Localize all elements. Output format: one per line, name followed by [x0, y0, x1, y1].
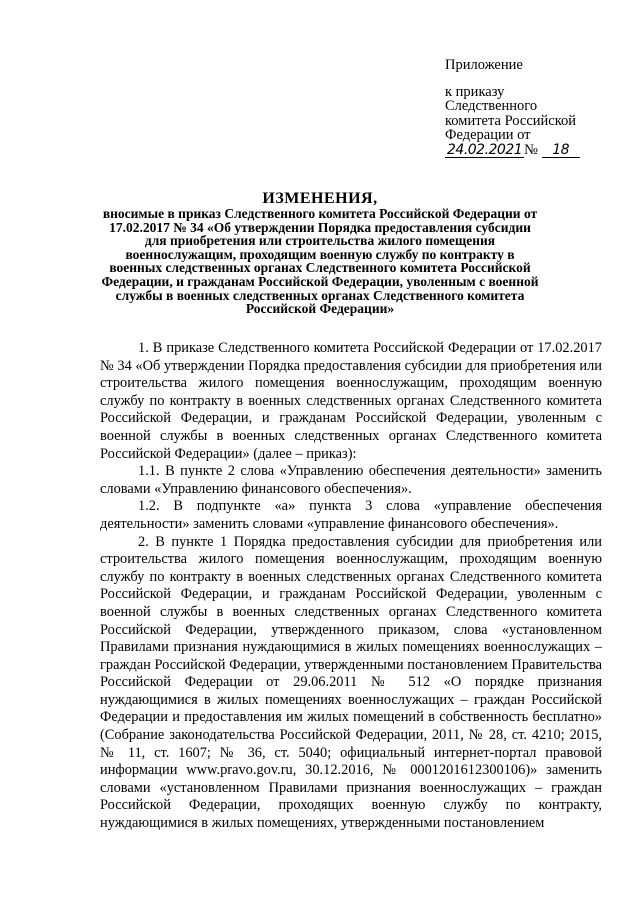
appendix-line-date	[445, 128, 620, 143]
appendix-line-order: к приказу	[445, 83, 505, 100]
appendix-line-committee-name: комитета Российской	[445, 112, 577, 129]
title-subtitle: вносимые в приказ Следственного комитета Российской Федерации от 17.02.2017 № 34 «Об утверждении Порядка предоставления субсидии для приобретения или строительства жилого помещения военнослужащим, проходящим военную службу по контракту в военных следственных органах Следственного комитета Российской Федерации, и гражданам Российской Федерации, уволенным с военной службы в военных следственных органах Следственного комитета Российской Федерации»	[101, 206, 539, 317]
appendix-label: Приложение	[445, 57, 523, 73]
title-heading: ИЗМЕНЕНИЯ,	[262, 190, 378, 207]
paragraph-1-1: 1.1. В пункте 2 слова «Управлению обеспечения деятельности» заменить словами «Управлению финансового обеспечения».	[100, 463, 602, 497]
paragraph-1-2: 1.2. В подпункте «а» пункта 3 слова «управление обеспечения деятельности» заменить словами «управление финансового обеспечения».	[100, 498, 602, 532]
appendix-signature-line	[445, 143, 620, 159]
document-body	[100, 340, 602, 833]
document-title	[100, 190, 540, 316]
handwritten-date: 24.02.2021	[447, 141, 523, 158]
number-sign: №	[524, 141, 539, 158]
appendix-line-committee: Следственного	[445, 98, 538, 114]
paragraph-1: 1. В приказе Следственного комитета Российской Федерации от 17.02.2017 № 34 «Об утверждении Порядка предоставления субсидии для приобретения или строительства жилого помещения военнослужащим, проходящим военную службу по контракту в военных следственных органах Следственного комитета Российской Федерации, и гражданам Российской Федерации, уволенным с военной службы в военных следственных органах Следственного комитета Российской Федерации» (далее – приказ):	[100, 340, 602, 462]
appendix-date-prefix: Федерации от	[445, 127, 531, 143]
paragraph-2: 2. В пункте 1 Порядка предоставления субсидии для приобретения или строительства жилого помещения военнослужащим, проходящим военную службу по контракту в военных следственных органах Следственного комитета Российской Федерации, и гражданам Российской Федерации, уволенным с военной службы в военных следственных органах Следственного комитета Российской Федерации, утвержденного приказом, слова «установленном Правилами признания нуждающимися в жилых помещениях военнослужащих – граждан Российской Федерации, утвержденными постановлением Правительства Российской Федерации от 29.06.2011 № 512 «О порядке признания нуждающимися в жилых помещениях военнослужащих – граждан Российской Федерации и предоставления им жилых помещений в собственность бесплатно» (Собрание законодательства Российской Федерации, 2011, № 28, ст. 4210; 2015, № 11, ст. 1607; № 36, ст. 5040; официальный интернет-портал правовой информации www.pravo.gov.ru, 30.12.2016, № 0001201612300106)» заменить словами «установленном Правилами признания военнослужащих – граждан Российской Федерации, проходящих военную службу по контракту, нуждающимися в жилых помещениях, утвержденными постановлением	[100, 533, 602, 832]
appendix-block	[445, 58, 620, 158]
handwritten-number: 18	[542, 143, 580, 159]
